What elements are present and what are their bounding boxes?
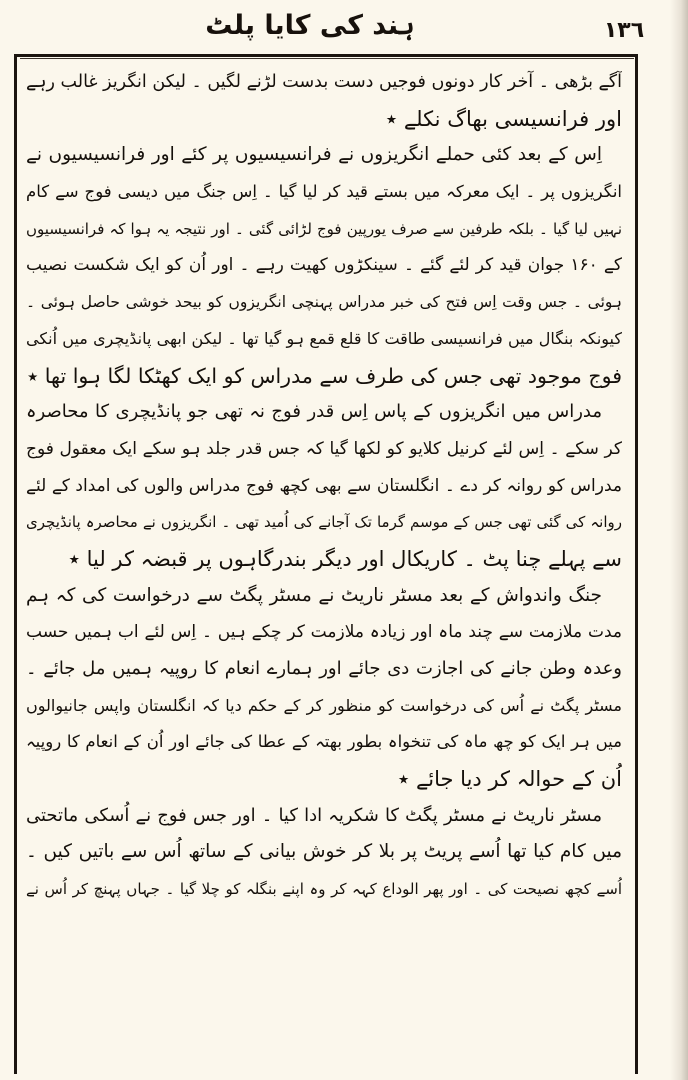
running-title: ہند کی کایا پلٹ xyxy=(205,10,415,41)
text-line: میں ہر ایک کو چھ ماہ کی تنخواہ بطور بھتہ کے عطا کی جائے اور اُن کے انعام کا روپیہ xyxy=(26,732,622,752)
text-line: مدراس میں انگریزوں کے پاس اِس قدر فوج نہ تھی جو پانڈیچری کا محاصرہ xyxy=(26,401,602,423)
text-line: اِس کے بعد کئی حملے انگریزوں نے فرانسیسیوں پر کئے اور فرانسیسیوں نے xyxy=(26,144,602,166)
text-line: انگریزوں پر ۔ ایک معرکہ میں بستے قید کر لیا گیا ۔ اِس جنگ میں دیسی فوج سے کام xyxy=(26,182,622,202)
text-line: نہیں لیا گیا ۔ بلکہ طرفین سے صرف یورپین فوج لڑائی گئی ۔ اور نتیجہ یہ ہوا کہ فرانسیسیوں xyxy=(26,219,622,238)
frame-top-rule xyxy=(20,58,634,59)
text-line: مسٹر پگٹ نے اُس کی درخواست کو منظور کر کے حکم دیا کہ انگلستان واپس جانیوالوں xyxy=(26,695,622,715)
text-line: ہوئی ۔ جس وقت اِس فتح کی خبر مدراس پہنچی انگریزوں کو بیحد خوشی حاصل ہوئی ۔ xyxy=(26,293,622,312)
text-line: کر سکے ۔ اِس لئے کرنیل کلایو کو لکھا گیا کہ جس قدر جلد ہو سکے ایک معقول فوج xyxy=(26,438,622,459)
text-line: میں کام کیا تھا اُسے پریٹ پر بلا کر خوش بیانی کے ساتھ اُس سے باتیں کیں ۔ xyxy=(26,841,622,863)
text-line: آگے بڑھی ۔ آخر کار دونوں فوجیں دست بدست لڑنے لگیں ۔ لیکن انگریز غالب رہے xyxy=(26,72,622,92)
page-edge-shadow xyxy=(670,0,688,1080)
text-line: فوج موجود تھی جس کی طرف سے مدراس کو ایک کھٹکا لگا ہوا تھا ٭ xyxy=(27,363,622,388)
text-line: کیونکہ بنگال میں فرانسیسی طاقت کا قلع قمع ہو گیا تھا ۔ لیکن ابھی پانڈیچری میں اُنکی xyxy=(26,328,622,348)
text-line: مدت ملازمت سے چند ماہ اور زیادہ ملازمت کر چکے ہیں ۔ اِس لئے اب ہمیں حسب xyxy=(26,622,622,643)
text-line: کے ۱۶۰ جوان قید کر لئے گئے ۔ سینکڑوں کھیت رہے ۔ اور اُن کو ایک شکست نصیب xyxy=(26,255,622,276)
page-number: ۱۳٦ xyxy=(603,18,645,43)
text-line: اُسے کچھ نصیحت کی ۔ اور پھر الوداع کہہ کر وہ اپنے بنگلہ کو چلا گیا ۔ جہاں پہنچ کر اُس نے xyxy=(26,880,622,899)
text-line: روانہ کی گئی تھی جس کے موسم گرما تک آجانے کی اُمید تھی ۔ انگریزوں نے محاصرہ پانڈیچری xyxy=(26,513,622,532)
body-text xyxy=(26,64,622,908)
text-line: جنگ واندواش کے بعد مسٹر ناریٹ نے مسٹر پگٹ سے درخواست کی کہ ہم xyxy=(26,584,602,606)
text-line: سے پہلے چنا پٹ ۔ کاریکال اور دیگر بندرگاہوں پر قبضہ کر لیا ٭ xyxy=(68,546,622,571)
running-head xyxy=(0,8,688,54)
text-line: مسٹر ناریٹ نے مسٹر پگٹ کا شکریہ ادا کیا ۔ اور جس فوج نے اُسکی ماتحتی xyxy=(26,804,602,826)
text-line: مدراس کو روانہ کر دے ۔ انگلستان سے بھی کچھ فوج مدراس والوں کی امداد کے لئے xyxy=(26,475,622,496)
text-line: وعدہ وطن جانے کی اجازت دی جائے اور ہمارے انعام کا روپیہ ہمیں مل جائے ۔ xyxy=(26,658,622,679)
text-line: اُن کے حوالہ کر دیا جائے ٭ xyxy=(397,767,622,792)
text-line: اور فرانسیسی بھاگ نکلے ٭ xyxy=(385,106,622,131)
